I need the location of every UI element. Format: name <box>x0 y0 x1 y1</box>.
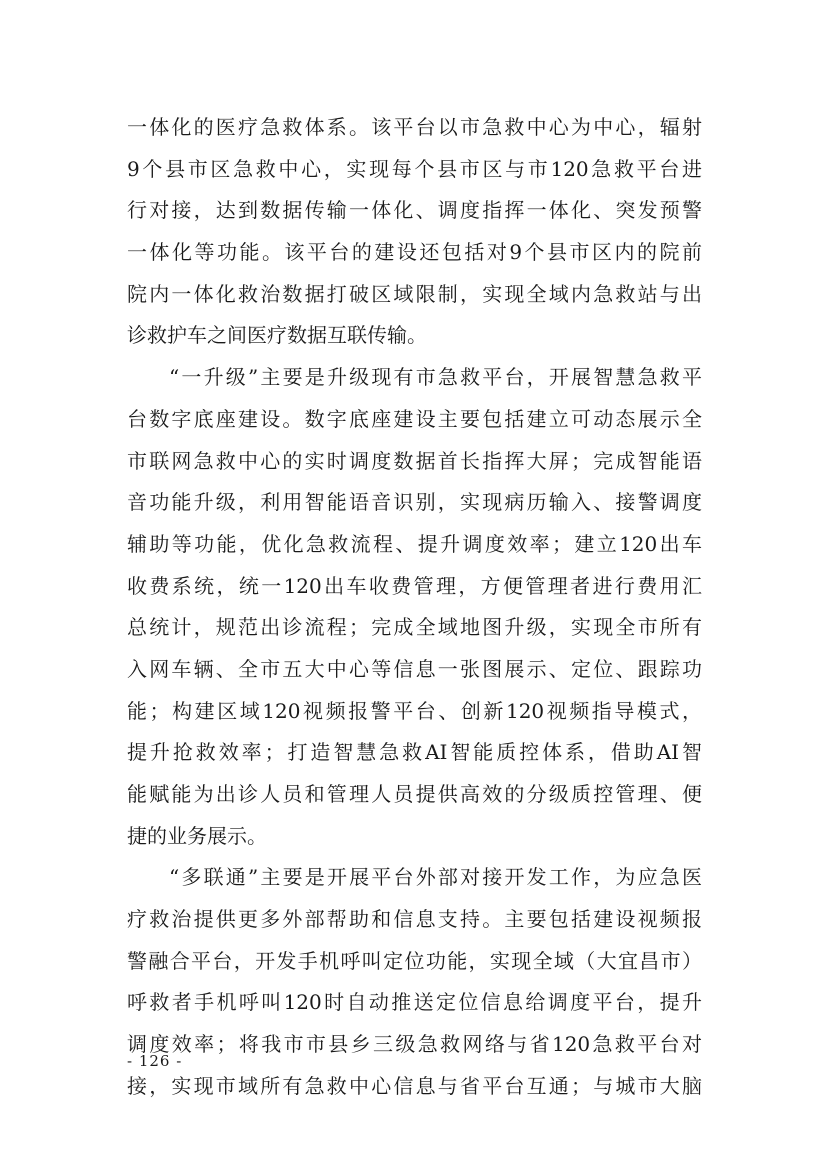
text-line: 9个县市区急救中心，实现每个县市区与市120急救平台进 <box>127 156 702 181</box>
text-line: 警融合平台，开发手机呼叫定位功能，实现全域（大宜昌市） <box>127 948 702 973</box>
text-line: 院内一体化救治数据打破区域限制，实现全域内急救站与出 <box>127 281 702 306</box>
text-line: 收费系统，统一120出车收费管理，方便管理者进行费用汇 <box>127 573 702 598</box>
page-number: - 126 - <box>127 1052 183 1070</box>
text-line: 台数字底座建设。数字底座建设主要包括建立可动态展示全 <box>127 406 702 431</box>
text-line: 一体化的医疗急救体系。该平台以市急救中心为中心，辐射 <box>127 115 702 139</box>
text-line: 音功能升级，利用智能语音识别，实现病历输入、接警调度 <box>127 490 702 515</box>
text-line: 一体化等功能。该平台的建设还包括对9个县市区内的院前 <box>127 240 702 265</box>
text-line: “一升级”主要是升级现有市急救平台，开展智慧急救平 <box>169 365 702 390</box>
text-line: 呼救者手机呼叫120时自动推送定位信息给调度平台，提升 <box>127 990 702 1015</box>
text-line: 辅助等功能，优化急救流程、提升调度效率；建立120出车 <box>127 531 702 556</box>
text-line: 总统计，规范出诊流程；完成全域地图升级，实现全市所有 <box>127 615 702 640</box>
text-line: 行对接，达到数据传输一体化、调度指挥一体化、突发预警 <box>127 198 702 223</box>
text-line: 诊救护车之间医疗数据互联传输。 <box>127 323 427 348</box>
text-line: 疗救治提供更多外部帮助和信息支持。主要包括建设视频报 <box>127 907 702 932</box>
text-line: “多联通”主要是开展平台外部对接开发工作，为应急医 <box>169 865 702 890</box>
text-line: 提升抢救效率；打造智慧急救AI智能质控体系，借助AI智 <box>127 740 702 765</box>
body-text <box>127 107 702 1108</box>
text-line: 捷的业务展示。 <box>127 823 267 848</box>
text-line: 接，实现市域所有急救中心信息与省平台互通；与城市大脑 <box>127 1073 702 1098</box>
text-line: 调度效率；将我市市县乡三级急救网络与省120急救平台对 <box>127 1032 702 1057</box>
text-line: 能；构建区域120视频报警平台、创新120视频指导模式， <box>127 698 702 723</box>
text-line: 能赋能为出诊人员和管理人员提供高效的分级质控管理、便 <box>127 782 702 806</box>
text-line: 入网车辆、全市五大中心等信息一张图展示、定位、跟踪功 <box>127 656 702 681</box>
text-line: 市联网急救中心的实时调度数据首长指挥大屏；完成智能语 <box>127 448 702 473</box>
